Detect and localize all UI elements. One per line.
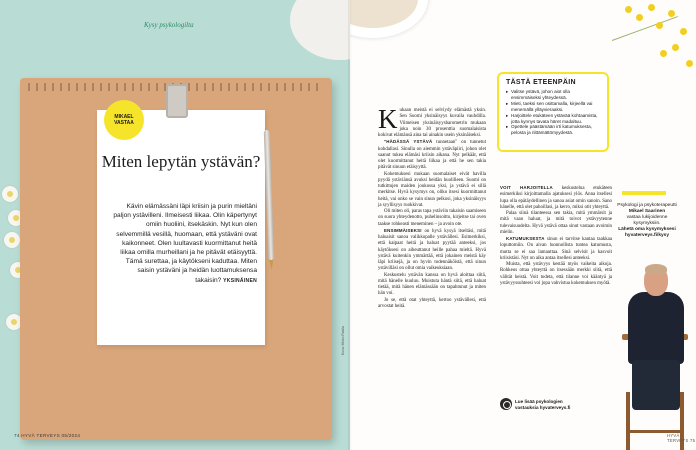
question-text: Kävin elämässäni läpi kriisin ja purin mieltäni paljon ystävilleni. Ilmeisesti liikaa. Olin käpertynyt omiin huoliini, itsekäskin. Nyt kun olen selvemmillä vesillä, huomaan, että ystäväni ovat kaikonneet. Olen luultavasti kuormittanut heitä liikaa omilla murheillani ja he pitävät etäisyyttä. Tämä surettaa, ja käytökseni kaduttaa. Miten saisin ystäväni ja heidän luottamuksensa takaisin?: [113, 203, 257, 284]
mimosa-flower: [660, 50, 667, 57]
mimosa-stem: [612, 16, 678, 41]
mimosa-flower: [680, 28, 687, 35]
tips-box: [497, 72, 609, 152]
psychologist-name: Mikael Saarinen: [628, 209, 666, 214]
psychologist-info: [613, 203, 681, 239]
reader-question: [111, 202, 257, 286]
paragraph-lead: VOIT HARJOITELLA: [500, 185, 553, 190]
body-paragraph: sinun ei tarvitse kantaa taakkaa loputtomiin. On aivan luonnollista tuntea katumusta, mutta se ei saa lamauttaa. Sinä selvisit ja kasvoit kriisistäsi. Nyt on aika antaa itsellesi anteeksi.: [500, 237, 613, 261]
body-paragraph: Keskustelu ystävän kanssa on hyvä aloittaa siitä, mitä hänelle kuuluu. Muistuta häntä siitä, että haluat tietää, mitä hänen elämässään on tapahtunut ja miten hän voi.: [378, 272, 486, 297]
tips-item: ▸ Harjoittele etukäteen ystävää kohtaamista, jotta kynnys tavata häret madaltuu.: [506, 113, 600, 125]
psychologist-photo: [614, 252, 696, 450]
flower-icon: [4, 232, 20, 248]
mimosa-flower: [668, 10, 675, 17]
page-number-left: 74 HYVÄ TERVEYS 05/2024: [14, 433, 81, 438]
article-column-2: [500, 185, 612, 287]
mimosa-flower: [672, 44, 679, 51]
article-title: Miten lepytän ystävän?: [101, 152, 261, 171]
tips-item: ▸ Mieti, taeksi sen osittamalla, kirjeellä vai menemällä ylläyvieraaksi.: [506, 101, 600, 113]
psychologist-intro: Psykologi ja psykoterapeutti: [617, 203, 677, 208]
body-paragraph: Oli miten oli, paras tapa ystäviin takaisin saamiseen on suora yhteydenotto, puhelinsoitto, kirjeitse tai oven taakse rohkeasti meneminen – ja avoin ote.: [378, 209, 486, 227]
paragraph-lead: "HÄDÄSSÄ YSTÄVÄ: [384, 139, 433, 145]
page-number-right: HYVÄ TERVEYS 75: [667, 433, 696, 443]
flower-icon: [2, 186, 18, 202]
question-signature: YKSINÄINEN: [223, 277, 257, 284]
section-tag: Kysy psykologilta: [144, 21, 194, 29]
spread-gutter: [348, 0, 352, 450]
psychologist-role: vastaa lukijoidenne kysymyksiin.: [626, 215, 668, 226]
intro-paragraph: ukaan meistä ei selviydy elämästä yksin. Sen Suomi yksinäisyys kuvaila vauhdilla. Viimeisen yksinäisyysbarometrin mukaan joka noin 30 prosenttia suomalaisista kokivat elämänsä aina tai ainakin usein yksinäiseksi.: [378, 108, 486, 138]
author-badge-label: MIKAEL VASTAA: [114, 114, 134, 126]
mimosa-flower: [656, 22, 663, 29]
psychologist-accent-bar: [622, 191, 666, 195]
mimosa-flower: [636, 14, 643, 21]
tips-list: [506, 89, 600, 136]
article-column-1: [378, 104, 486, 310]
tips-item: ▸ Valitse ystävä, johon aiot olla ensimmäiseksi yhteydessä.: [506, 89, 600, 101]
read-more-line-2: vastauksia hyvaterveys.fi: [515, 404, 571, 410]
read-more-line-1: Lue lisää psykologien: [515, 399, 563, 404]
body-paragraph: Jo se, että otat yhteyttä, kertoo ystävällesi, että arvostat heitä.: [378, 297, 486, 309]
right-page: [350, 0, 696, 450]
tips-item: ▸ Opettele päästämään irti katumuksesta, pelosta ja riittämättömyydestä.: [506, 124, 600, 136]
person-hair: [645, 264, 667, 274]
author-badge: [104, 100, 144, 140]
body-paragraph: tunnetaan" on tunnetut kohdallasi. Sinulla on aiemmin ystäväpiiri, johon olet saanut tukea elämäsi kriisin aikana. Nyt pelkäät, että olet kuormittanut heitä liikaa ja että he sen takia pitävät sinuun etäisyyttä.: [378, 140, 486, 171]
saucer: [290, 0, 350, 60]
question-card: [97, 110, 265, 345]
body-paragraph: Muista, että ystävyys kestää myös vaikeita aikoja. Rohkeus ottaa yhteyttä on itsessään merkki siitä, että välität heistä. Voit todeta, että tilanne voi kääntyä ja ystävyyssuhteesi voi jopa vahvistua kokemuksen myötä.: [500, 262, 612, 286]
tips-title: TÄSTÄ ETEENPÄIN: [506, 79, 576, 86]
psychologist-contact: Lähetä oma kysymyksesi hyvaterveys.fi/kysy: [618, 227, 676, 238]
mimosa-flower: [625, 6, 632, 13]
mimosa-flower: [648, 4, 655, 11]
photo-credit: Kuva: Mikko Rasila: [341, 326, 345, 355]
body-paragraph: keskustelua etukäteen esimerkiksi kirjoittamalla ajatuksesi ylös. Anna itsellesi lupa olla epätäydellinen ja sanoa asiat omin sanoin. Sano hänelle, että olet pahoillasi, ja kerro, miksi otit yhteyttä.: [500, 186, 612, 210]
body-paragraph: Palaa siinä tilanteessa sen takia, mitä ymmärsit ja mitä vaan haluat, ja mitä toivot ystävyytenne tulevaisuudelta. Hyvä ystävä ottaa sinut vastaan avoimin mielin.: [500, 211, 612, 235]
body-paragraph: Kokemuksesi mukaan suomalaiset eivät havilla pyydä ystäviänsä avuksi heidän huolilleen. Suomi on tutkittujen maiden joukossa yksi, ja ystävä ei sillä merkitse. Hyvä kysymys on, oliko itsesi kuormittanut heitä, vai onko se vain sinun pelkosi, joka yksinäisyys ja syyllisyys ruokkivat.: [378, 171, 486, 208]
binder-clip: [166, 84, 188, 118]
chair-leg: [626, 392, 630, 450]
body-paragraph: on hyvä kysyä itseltäsi, mitä haluaisit sanoa valikkopalle ystävällesi. Esimerkiksi, että kaipaat heitä ja haluat pyytää anteeksi, jos käytöksesi on aiheuttanut heille pahaa mieltä. Hyvä ystävä kuitenkin ymmärtää, että jokainen meistä käy läpi kriisejä, ja on hyvin todennäköistä, että sinun ystävilläsi on ollut omia vaikeuksiaan.: [378, 228, 486, 272]
paragraph-lead: ENSIMMÄISEKSI: [384, 227, 422, 233]
mimosa-flower: [686, 60, 693, 67]
paragraph-lead: KATUMUKSESTA: [506, 236, 545, 241]
headphones-icon: [500, 398, 512, 410]
coffee-cup: [350, 0, 428, 38]
read-more-link[interactable]: [515, 399, 605, 410]
person-body: [628, 292, 684, 364]
drop-cap: K: [378, 104, 398, 134]
person-legs: [632, 360, 680, 410]
